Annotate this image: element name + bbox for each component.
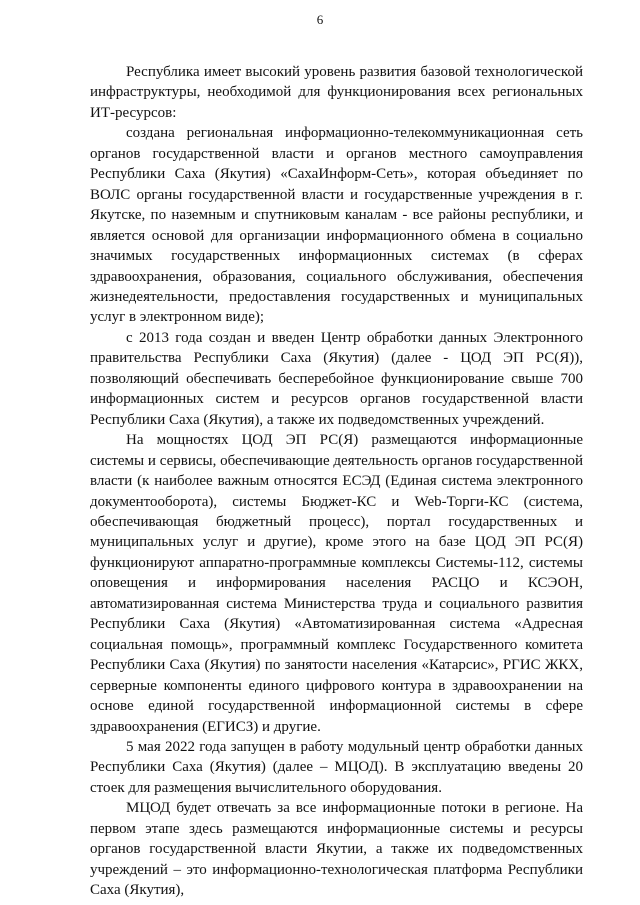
paragraph-sakhainform-network: создана региональная информационно-телекоммуникационная сеть органов государственной власти и органов местного самоуправления Республики Саха (Якутия) «СахаИнформ-Сеть», которая объединяет по ВОЛС органы государственной власти и государственные учреждения в г. Якутске, по наземным и спутниковым каналам - все районы республики, и является основой для организации информационного обмена в социально значимых государственных информационных системах (в сферах здравоохранения, образования, социального обслуживания, обеспечения жизнедеятельности, предоставления государственных и муниципальных услуг в электронном виде); xyxy=(90,125,583,326)
body-text xyxy=(90,62,583,901)
paragraph-hosted-systems: На мощностях ЦОД ЭП РС(Я) размещаются информационные системы и сервисы, обеспечивающие деятельность органов государственной власти (к наиболее важным относятся ЕСЭД (Единая система электронного документооборота), системы Бюджет-КС и Web-Торги-КС (система, обеспечивающая бюджетный процесс), портал государственных и муниципальных услуг и другие), кроме этого на базе ЦОД ЭП РС(Я) функционируют аппаратно-программные комплексы Системы-112, системы оповещения и информирования населения РАСЦО и КСЭОН, автоматизированная система Министерства труда и социального развития Республики Саха (Якутия) «Автоматизированная система «Адресная социальная помощь», программный комплекс Государственного комитета Республики Саха (Якутия) по занятости населения «Катарсис», РГИС ЖКХ, серверные компоненты единого цифрового контура в здравоохранении на основе единой государственной информационной системы в сфере здравоохранения (ЕГИСЗ) и другие. xyxy=(90,432,583,735)
paragraph-data-center-2013: с 2013 года создан и введен Центр обработки данных Электронного правительства Республики Саха (Якутия) (далее - ЦОД ЭП РС(Я)), позволяющий обеспечивать бесперебойное функционирование свыше 700 информационных систем и ресурсов органов государственной власти Республики Саха (Якутия), а также их подведомственных учреждений. xyxy=(90,329,583,428)
paragraph-infrastructure-intro: Республика имеет высокий уровень развития базовой технологической инфраструктуры, необходимой для функционирования всех региональных ИТ-ресурсов: xyxy=(90,64,583,121)
paragraph-mtsod-responsibility: МЦОД будет отвечать за все информационные потоки в регионе. На первом этапе здесь размещаются информационные системы и ресурсы органов государственной власти Якутии, а также их подведомственных учреждений – это информационно-технологическая платформа Республики Саха (Якутия), xyxy=(90,800,583,899)
paragraph-modular-data-center: 5 мая 2022 года запущен в работу модульный центр обработки данных Республики Саха (Якутия) (далее – МЦОД). В эксплуатацию введены 20 стоек для размещения вычислительного оборудования. xyxy=(90,738,583,796)
page-number: 6 xyxy=(316,12,324,27)
